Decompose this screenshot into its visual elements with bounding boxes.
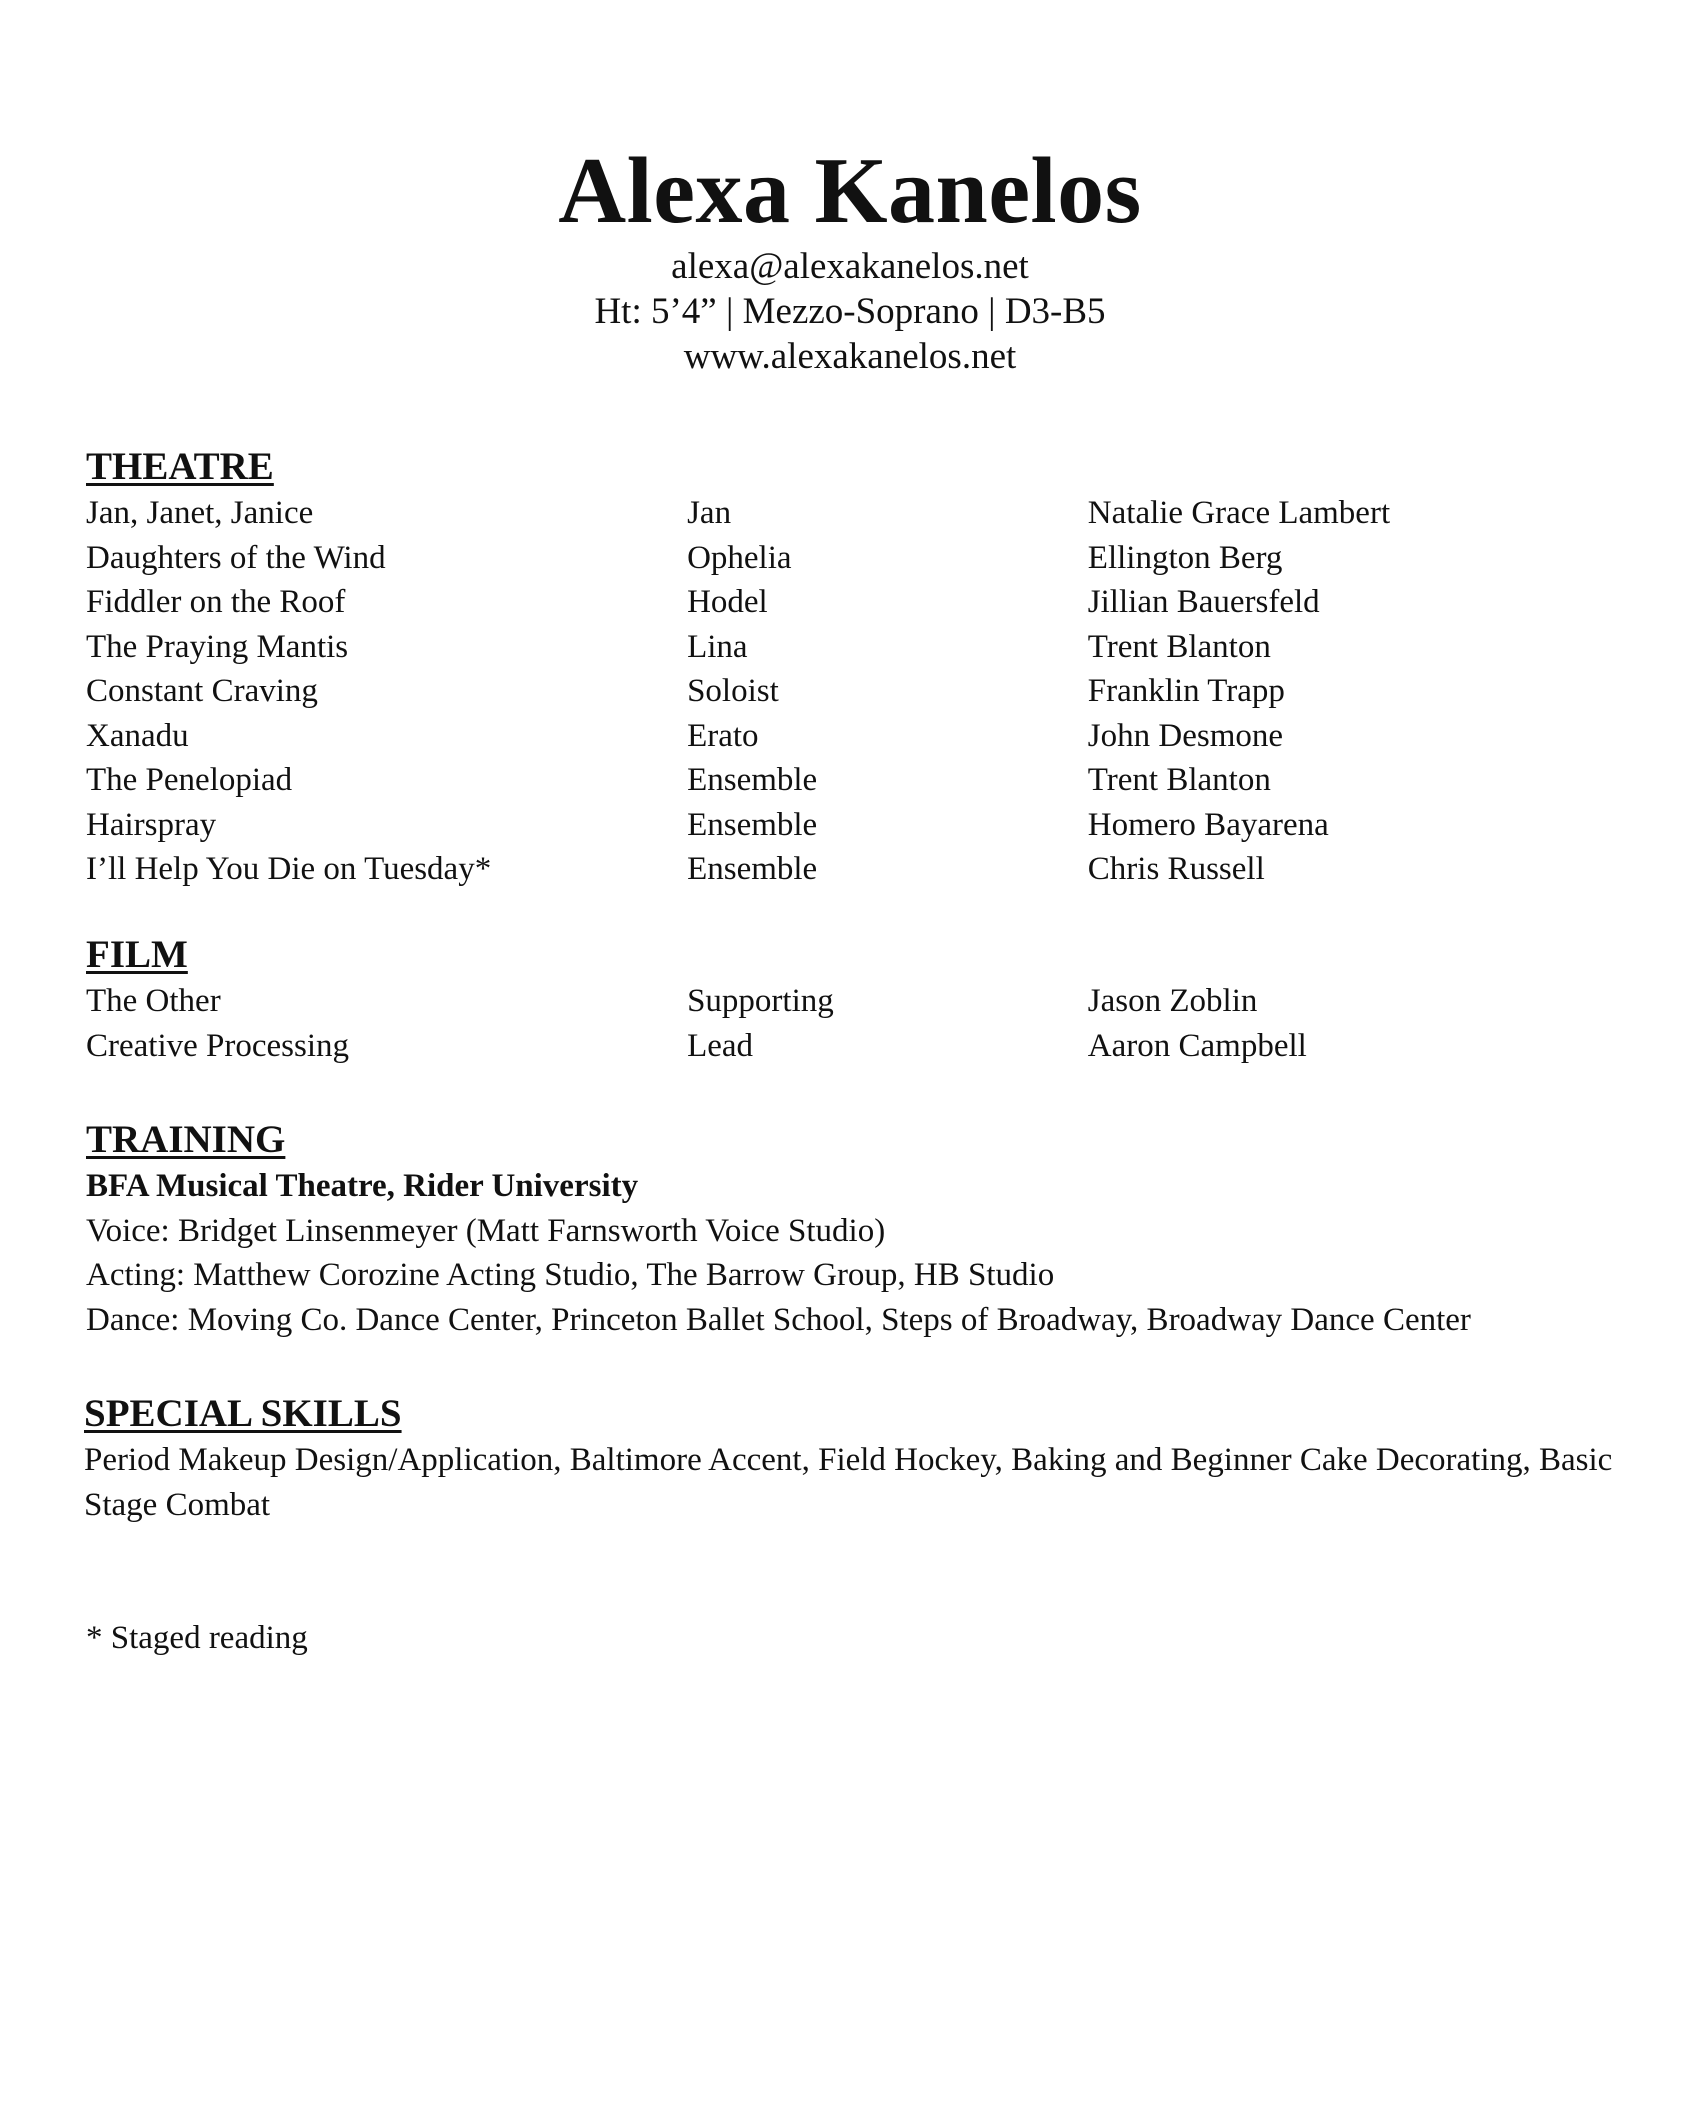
degree-line: BFA Musical Theatre, Rider University [86, 1168, 639, 1204]
credit-director: Aaron Campbell [1087, 1027, 1307, 1064]
credit-director: Chris Russell [1087, 851, 1265, 887]
credit-row [86, 625, 1646, 670]
credit-title: The Other [86, 983, 221, 1019]
credit-title: Daughters of the Wind [86, 539, 386, 576]
credit-director: Jillian Bauersfeld [1087, 584, 1320, 620]
resume-header [0, 138, 1700, 379]
credit-role: Lead [687, 1027, 754, 1064]
acting-training-line: Acting: Matthew Corozine Acting Studio, The Barrow Group, HB Studio [86, 1257, 1055, 1293]
credit-row [86, 714, 1646, 759]
credit-director: Homero Bayarena [1087, 806, 1329, 843]
credit-role: Ensemble [687, 851, 818, 887]
credit-title: Fiddler on the Roof [86, 584, 346, 620]
film-section [86, 932, 1646, 1068]
credit-title: The Praying Mantis [86, 628, 349, 665]
credit-role: Soloist [687, 673, 779, 709]
special-skills-heading: SPECIAL SKILLS [84, 1392, 402, 1435]
credit-title: Jan, Janet, Janice [86, 495, 314, 531]
voice-training-line: Voice: Bridget Linsenmeyer (Matt Farnsworth Voice Studio) [86, 1212, 886, 1249]
credit-title: Constant Craving [86, 673, 318, 709]
credit-title: Xanadu [86, 717, 189, 754]
credit-role: Jan [687, 495, 732, 531]
credit-director: Trent Blanton [1087, 762, 1271, 798]
credit-role: Lina [687, 628, 748, 665]
credit-title: The Penelopiad [86, 762, 293, 798]
credit-row [86, 536, 1646, 581]
performer-name: Alexa Kanelos [558, 139, 1142, 243]
credit-director: Franklin Trapp [1087, 673, 1285, 709]
credit-director: John Desmone [1087, 717, 1284, 754]
credit-row [86, 847, 1646, 892]
footnote: * Staged reading [86, 1620, 308, 1656]
credit-row [86, 1024, 1646, 1069]
credit-title: Hairspray [86, 806, 217, 843]
credit-role: Hodel [687, 584, 768, 620]
credit-row [86, 803, 1646, 848]
credit-role: Supporting [687, 983, 834, 1019]
theatre-heading: THEATRE [86, 445, 274, 488]
credit-role: Ophelia [687, 539, 792, 576]
training-section [86, 1117, 1646, 1342]
theatre-section [86, 444, 1646, 892]
credit-title: I’ll Help You Die on Tuesday* [86, 851, 492, 887]
credit-director: Trent Blanton [1087, 628, 1271, 665]
credit-director: Natalie Grace Lambert [1087, 495, 1391, 531]
website-address: www.alexakanelos.net [683, 336, 1017, 377]
credit-row [86, 979, 1646, 1024]
credit-row [86, 669, 1646, 714]
dance-training-line: Dance: Moving Co. Dance Center, Princeton Ballet School, Steps of Broadway, Broadway Dance Center [86, 1301, 1471, 1338]
credit-row [86, 758, 1646, 803]
credit-role: Ensemble [687, 762, 818, 798]
special-skills-section [84, 1391, 1644, 1527]
email-address: alexa@alexakanelos.net [671, 246, 1029, 287]
credit-role: Ensemble [687, 806, 818, 843]
film-heading: FILM [86, 933, 188, 976]
credit-role: Erato [687, 717, 759, 754]
credit-title: Creative Processing [86, 1027, 350, 1064]
credit-row [86, 491, 1646, 536]
credit-director: Jason Zoblin [1087, 983, 1258, 1019]
special-skills-text: Period Makeup Design/Application, Baltimore Accent, Field Hockey, Baking and Beginner Cake Decorating, Basic Stage Combat [84, 1442, 1613, 1523]
performer-stats: Ht: 5’4” | Mezzo-Soprano | D3-B5 [594, 291, 1106, 332]
training-heading: TRAINING [86, 1118, 286, 1161]
footnote-section [86, 1616, 1646, 1661]
credit-director: Ellington Berg [1087, 539, 1283, 576]
credit-row [86, 580, 1646, 625]
